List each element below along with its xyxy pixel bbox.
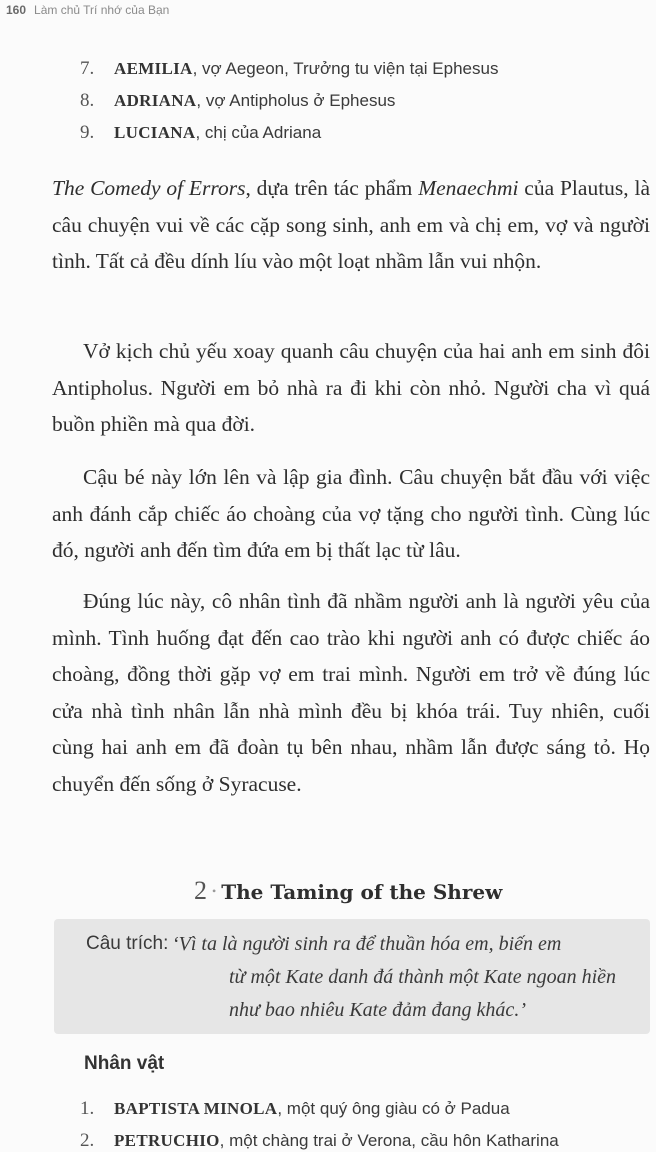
character-description: , chị của Adriana — [195, 123, 322, 142]
page-number: 160 — [6, 3, 27, 17]
running-header — [6, 3, 169, 17]
quote-text — [172, 928, 642, 1027]
list-number: 1. — [80, 1098, 95, 1119]
book-title: Làm chủ Trí nhớ của Bạn — [34, 3, 170, 17]
section-title: The Taming of the Shrew — [221, 880, 503, 904]
character-description: , vợ Antipholus ở Ephesus — [196, 91, 396, 110]
list-item — [80, 117, 498, 149]
source-title: Menaechmi — [418, 176, 519, 200]
list-number: 9. — [80, 122, 95, 143]
play-title: The Comedy of Errors — [52, 176, 246, 200]
quote-label: Câu trích: — [86, 933, 169, 954]
paragraph-plot: Vở kịch chủ yếu xoay quanh câu chuyện của hai anh em sinh đôi Antipholus. Người em bỏ nhà ra đi khi còn nhỏ. Người cha vì quá buồn phiền mà qua đời. — [52, 339, 650, 436]
quote-line: như bao nhiêu Kate đảm đang khác.’ — [229, 999, 526, 1021]
character-name: BAPTISTA MINOLA — [114, 1099, 278, 1118]
character-description: , một chàng trai ở Verona, cầu hôn Katharina — [219, 1131, 559, 1150]
quote-line: từ một Kate danh đá thành một Kate ngoan hiền — [229, 966, 617, 988]
paragraph-plot: Đúng lúc này, cô nhân tình đã nhầm người anh là người yêu của mình. Tình huống đạt đến cao trào khi người anh có được chiếc áo choàng, đồng thời gặp vợ em trai mình. Người em trở về đúng lúc cửa nhà tình nhân lẫn nhà mình đều bị khóa trái. Tuy nhiên, cuối cùng hai anh em đã đoàn tụ bên nhau, nhầm lẫn được sáng tỏ. Họ chuyển đến sống ở Syracuse. — [52, 589, 650, 796]
bullet-icon: • — [212, 884, 217, 898]
list-item — [80, 1093, 559, 1125]
list-item — [80, 53, 498, 85]
section-number: 2 — [194, 876, 207, 905]
quote-box — [54, 919, 650, 1034]
section-heading — [194, 876, 502, 906]
paragraph-text: của Plautus, là câu chuyện vui về các cặp song sinh, anh em và chị em, vợ và người tình. Tất cả đều dính líu vào một loạt nhầm lẫn vui nhộn. — [52, 176, 651, 273]
quote-line: ‘Vì ta là người sinh ra để thuần hóa em, biến em — [172, 933, 562, 955]
list-number: 8. — [80, 90, 95, 111]
cast-list — [80, 1093, 559, 1157]
character-name: LUCIANA — [114, 123, 196, 142]
paragraph-summary — [52, 170, 650, 280]
list-item — [80, 1125, 559, 1157]
character-description: , một quý ông giàu có ở Padua — [277, 1099, 510, 1118]
character-description: , vợ Aegeon, Trưởng tu viện tại Ephesus — [192, 59, 499, 78]
list-item — [80, 85, 498, 117]
list-number: 7. — [80, 58, 95, 79]
cast-list-continued — [80, 53, 498, 149]
characters-heading: Nhân vật — [84, 1053, 165, 1074]
character-name: AEMILIA — [114, 59, 193, 78]
character-name: ADRIANA — [114, 91, 197, 110]
character-name: PETRUCHIO — [114, 1131, 220, 1150]
paragraph-plot: Cậu bé này lớn lên và lập gia đình. Câu chuyện bắt đầu với việc anh đánh cắp chiếc áo choàng của vợ tặng cho người tình. Cùng lúc đó, người anh đến tìm đứa em bị thất lạc từ lâu. — [52, 465, 650, 562]
paragraph-text: , dựa trên tác phẩm — [245, 176, 419, 200]
list-number: 2. — [80, 1130, 95, 1151]
